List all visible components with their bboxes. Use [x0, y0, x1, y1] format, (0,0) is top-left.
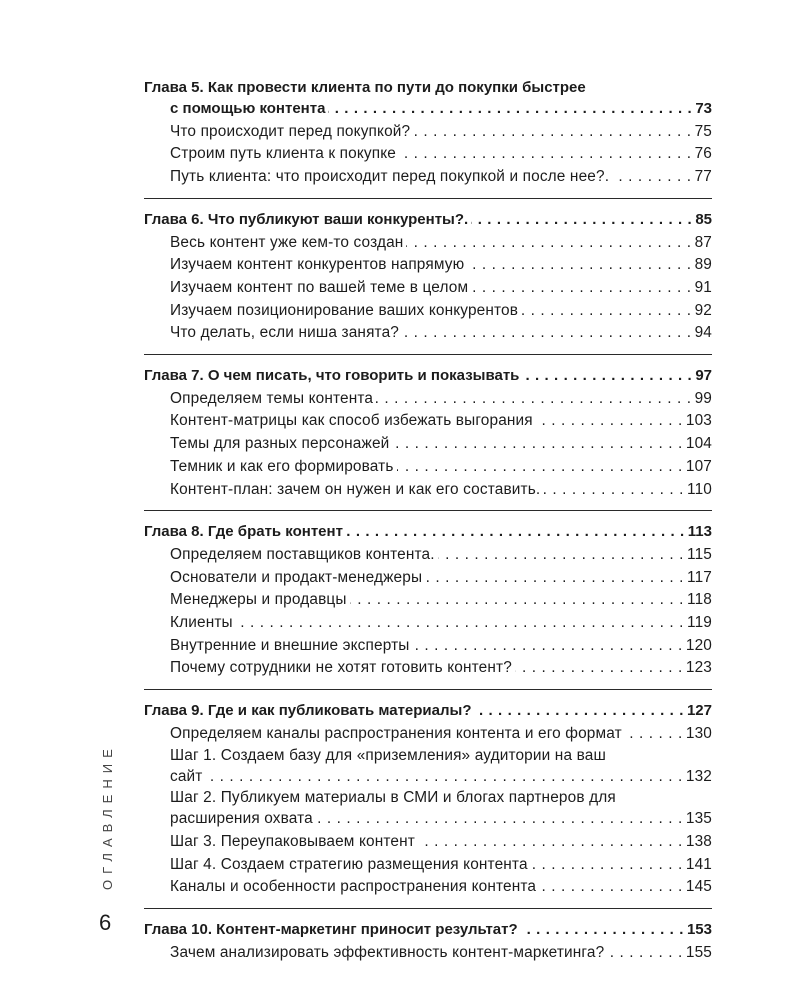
- dot-leader: [392, 433, 682, 456]
- section-page-number: 89: [694, 256, 712, 274]
- section-entry[interactable]: [144, 254, 712, 277]
- dot-leader: [418, 831, 683, 854]
- section-title: Каналы и особенности распространения контента: [170, 878, 537, 896]
- dot-leader: [328, 98, 692, 121]
- section-title: Зачем анализировать эффективность контент-маркетинга?: [170, 943, 605, 961]
- section-entry[interactable]: [144, 831, 712, 854]
- section-title: Основатели и продакт-менеджеры: [170, 568, 423, 586]
- section-title: Что происходит перед покупкой?: [170, 122, 411, 140]
- toc-chapter: [144, 78, 712, 199]
- section-entry[interactable]: [144, 388, 712, 411]
- chapter-page-number: 113: [687, 523, 712, 541]
- section-entry[interactable]: [144, 766, 712, 789]
- section-page-number: 76: [694, 145, 712, 163]
- section-page-number: 155: [685, 943, 712, 961]
- section-entry[interactable]: [144, 433, 712, 456]
- chapter-page-number: 85: [695, 210, 712, 228]
- section-page-number: 91: [694, 278, 712, 296]
- section-page-number: 141: [685, 855, 712, 873]
- dot-leader: [531, 854, 683, 877]
- section-page-number: 132: [685, 767, 712, 785]
- section-entry[interactable]: [144, 942, 712, 965]
- section-title: Строим путь клиента к покупке: [170, 145, 397, 163]
- section-title-line[interactable]: Шаг 2. Публикуем материалы в СМИ и блогах партнеров для: [170, 789, 616, 807]
- section-title: Определяем темы контента: [170, 389, 374, 407]
- section-page-number: 135: [685, 810, 712, 828]
- toc-chapter: [144, 209, 712, 355]
- chapter-title: Глава 10. Контент-маркетинг приносит результат?: [144, 921, 518, 939]
- section-title: Весь контент уже кем-то создан: [170, 233, 404, 251]
- section-page-number: 117: [687, 568, 712, 586]
- toc-chapter: [144, 700, 712, 909]
- chapter-title: Глава 8. Где брать контент: [144, 523, 343, 541]
- chapter-title: Глава 6. Что публикуют ваши конкуренты?.: [144, 210, 469, 228]
- section-page-number: 110: [687, 480, 712, 498]
- dot-leader: [376, 388, 691, 411]
- dot-leader: [543, 479, 684, 502]
- section-page-number: 120: [685, 636, 712, 654]
- section-entry[interactable]: [144, 808, 712, 831]
- section-page-number: 92: [694, 301, 712, 319]
- section-title: Определяем каналы распространения контента и его формат: [170, 724, 622, 742]
- section-page-number: 77: [694, 168, 712, 186]
- section-entry[interactable]: [144, 300, 712, 323]
- section-title: Контент-матрицы как способ избежать выгорания: [170, 412, 533, 430]
- dot-leader: [206, 766, 683, 789]
- section-title: Темы для разных персонажей: [170, 435, 390, 453]
- section-page-number: 119: [687, 614, 712, 632]
- dot-leader: [402, 322, 692, 345]
- dot-leader: [412, 635, 682, 658]
- dot-leader: [467, 254, 691, 277]
- section-title: Контент-план: зачем он нужен и как его составить.: [170, 480, 541, 498]
- section-page-number: 107: [685, 457, 712, 475]
- dot-leader: [438, 544, 684, 567]
- chapter-entry[interactable]: [144, 521, 712, 544]
- section-entry[interactable]: [144, 143, 712, 166]
- section-title: Менеджеры и продавцы: [170, 591, 347, 609]
- chapter-entry[interactable]: [144, 919, 712, 942]
- section-title: Изучаем позиционирование ваших конкурентов: [170, 301, 519, 319]
- section-title: Внутренние и внешние эксперты: [170, 636, 410, 654]
- section-title: Шаг 4. Создаем стратегию размещения контента: [170, 855, 528, 873]
- section-entry[interactable]: [144, 544, 712, 567]
- section-entry[interactable]: [144, 232, 712, 255]
- section-page-number: 99: [694, 389, 712, 407]
- chapter-page-number: 153: [686, 921, 712, 939]
- dot-leader: [612, 166, 691, 189]
- toc-chapter: [144, 919, 712, 973]
- dot-leader: [607, 942, 683, 965]
- dot-leader: [471, 209, 692, 232]
- chapter-title: Глава 9. Где и как публиковать материалы?: [144, 702, 472, 720]
- dot-leader: [413, 121, 691, 144]
- section-title: Клиенты: [170, 614, 233, 632]
- section-title: Почему сотрудники не хотят готовить контент?: [170, 659, 512, 677]
- section-entry[interactable]: [144, 277, 712, 300]
- dot-leader: [346, 521, 685, 544]
- dot-leader: [521, 919, 684, 942]
- section-entry[interactable]: [144, 456, 712, 479]
- section-page-number: 123: [685, 659, 712, 677]
- dot-leader: [521, 300, 691, 323]
- page-number: 6: [99, 910, 112, 935]
- section-entry[interactable]: [144, 121, 712, 144]
- dot-leader: [399, 143, 692, 166]
- dot-leader: [539, 876, 683, 899]
- section-title: Определяем поставщиков контента.: [170, 545, 435, 563]
- toc-chapter: [144, 365, 712, 511]
- section-page-number: 103: [685, 412, 712, 430]
- section-page-number: 115: [687, 545, 712, 563]
- section-title: расширения охвата: [170, 810, 313, 828]
- chapter-page-number: 73: [695, 100, 712, 117]
- dot-leader: [475, 700, 684, 723]
- chapter-page-number: 97: [695, 367, 712, 385]
- section-entry[interactable]: [144, 567, 712, 590]
- section-page-number: 138: [685, 832, 712, 850]
- section-title: Изучаем контент конкурентов напрямую: [170, 256, 465, 274]
- section-title: Изучаем контент по вашей теме в целом: [170, 278, 469, 296]
- chapter-page-number: 127: [686, 702, 712, 720]
- toc-chapter: [144, 521, 712, 690]
- section-entry[interactable]: [144, 322, 712, 345]
- chapter-entry[interactable]: [144, 98, 712, 121]
- dot-leader: [397, 456, 683, 479]
- section-page-number: 75: [694, 122, 712, 140]
- section-page-number: 87: [694, 233, 712, 251]
- section-page-number: 104: [685, 435, 712, 453]
- section-page-number: 118: [687, 591, 712, 609]
- section-title: Темник и как его формировать: [170, 457, 394, 475]
- section-entry[interactable]: [144, 410, 712, 433]
- section-page-number: 130: [685, 724, 712, 742]
- dot-leader: [522, 365, 692, 388]
- section-entry[interactable]: [144, 635, 712, 658]
- section-page-number: 94: [694, 324, 712, 342]
- chapter-entry[interactable]: [144, 209, 712, 232]
- section-entry[interactable]: [144, 166, 712, 189]
- dot-leader: [625, 723, 683, 746]
- chapter-title: Глава 7. О чем писать, что говорить и показывать: [144, 367, 520, 385]
- section-page-number: 145: [685, 878, 712, 896]
- dot-leader: [536, 410, 683, 433]
- section-entry[interactable]: [144, 479, 712, 502]
- section-title: сайт: [170, 767, 203, 785]
- section-entry[interactable]: [144, 657, 712, 680]
- dot-leader: [316, 808, 683, 831]
- dot-leader: [425, 567, 684, 590]
- table-of-contents: [144, 78, 712, 984]
- section-title: Шаг 3. Переупаковываем контент: [170, 832, 415, 850]
- chapter-entry[interactable]: [144, 700, 712, 723]
- section-entry[interactable]: [144, 854, 712, 877]
- section-title: Что делать, если ниша занята?: [170, 324, 400, 342]
- chapter-title-line[interactable]: Глава 5. Как провести клиента по пути до покупки быстрее: [144, 79, 586, 96]
- dot-leader: [406, 232, 691, 255]
- dot-leader: [350, 589, 684, 612]
- dot-leader: [515, 657, 683, 680]
- section-entry[interactable]: [144, 589, 712, 612]
- chapter-entry[interactable]: [144, 365, 712, 388]
- section-title-line[interactable]: Шаг 1. Создаем базу для «приземления» аудитории на ваш: [170, 746, 606, 764]
- chapter-title: с помощью контента: [170, 100, 326, 117]
- running-side-label: ОГЛАВЛЕНИЕ: [100, 743, 115, 890]
- section-entry[interactable]: [144, 876, 712, 899]
- dot-leader: [471, 277, 691, 300]
- dot-leader: [236, 612, 684, 635]
- section-entry[interactable]: [144, 723, 712, 746]
- section-entry[interactable]: [144, 612, 712, 635]
- section-title: Путь клиента: что происходит перед покупкой и после нее?.: [170, 168, 610, 186]
